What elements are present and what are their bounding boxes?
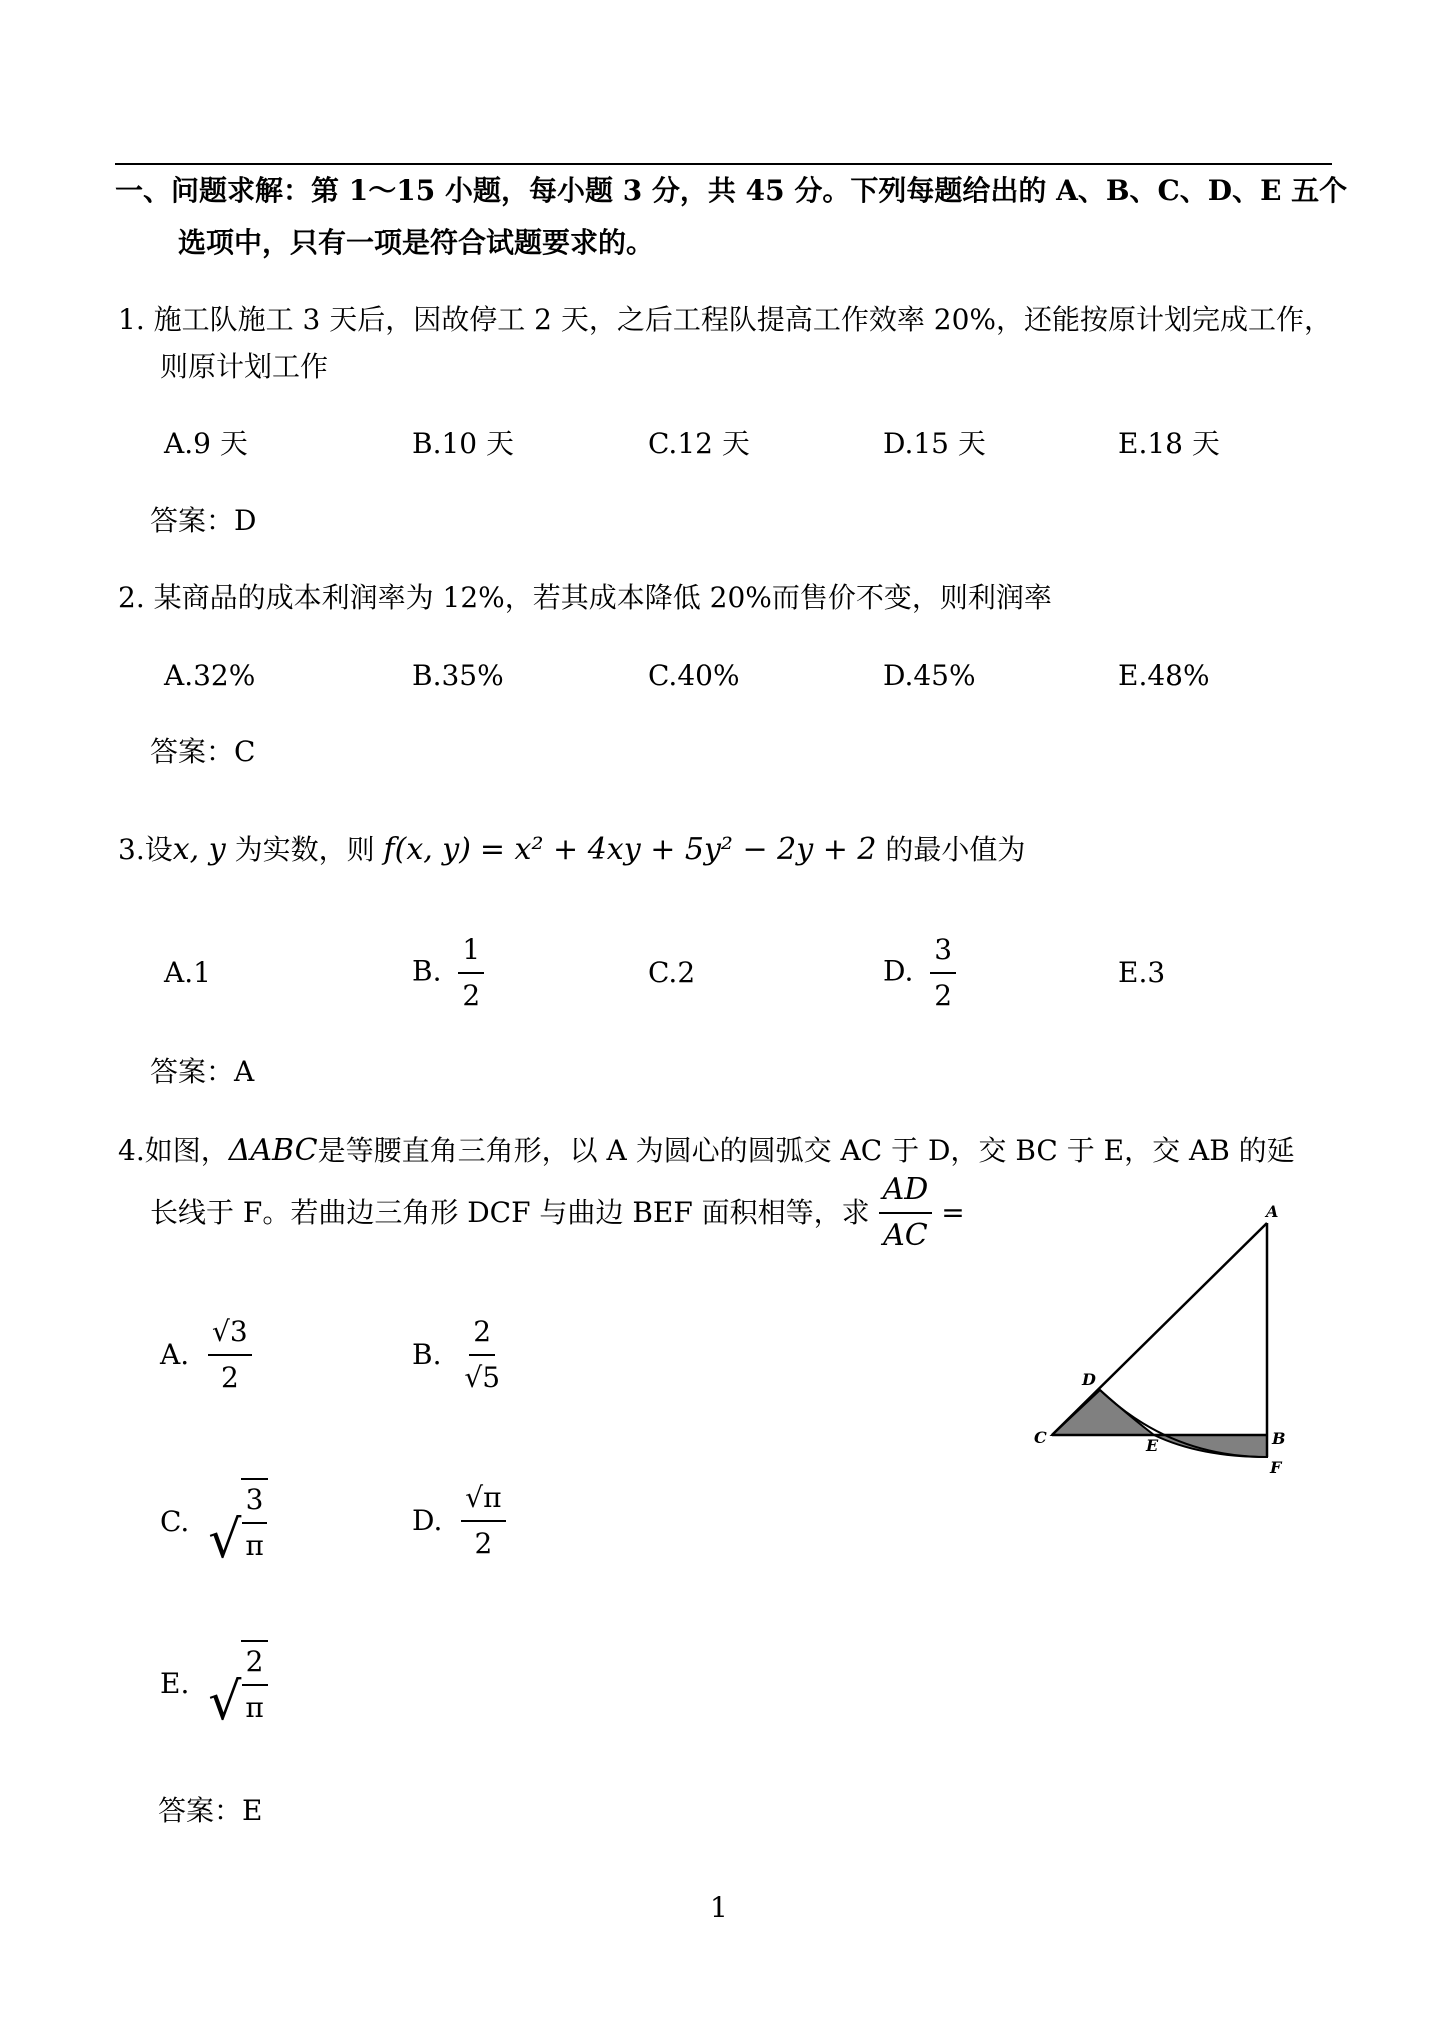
q4-option-a-label: A. bbox=[160, 1338, 190, 1371]
q4-option-e-denominator: π bbox=[245, 1691, 264, 1724]
q4-option-b bbox=[412, 1312, 504, 1398]
section-header-line1: 一、问题求解：第 1～15 小题，每小题 3 分，共 45 分。下列每题给出的 A、B、C、D、E 五个 bbox=[115, 174, 1348, 207]
q4-option-a-fraction bbox=[208, 1312, 252, 1398]
q2-stem: 2. 某商品的成本利润率为 12%，若其成本降低 20%而售价不变，则利润率 bbox=[118, 581, 1052, 614]
q3-option-a: A.1 bbox=[164, 956, 211, 989]
q4-stem-line1 bbox=[118, 1133, 1295, 1169]
q4-line1-rest: 是等腰直角三角形，以 A 为圆心的圆弧交 AC 于 D，交 BC 于 E，交 AB 的延 bbox=[317, 1134, 1295, 1167]
q3-prefix: 3.设 bbox=[118, 833, 173, 866]
q1-option-b: B.10 天 bbox=[412, 427, 515, 460]
section-header-line2: 选项中，只有一项是符合试题要求的。 bbox=[178, 226, 655, 259]
q4-option-c-fraction bbox=[241, 1478, 267, 1566]
q4-option-b-label: B. bbox=[412, 1338, 442, 1371]
q4-option-e-fraction bbox=[241, 1640, 267, 1728]
q4-option-d-label: D. bbox=[412, 1504, 443, 1537]
q4-option-e bbox=[160, 1640, 268, 1732]
q4-option-d bbox=[412, 1478, 506, 1564]
q1-option-a: A.9 天 bbox=[164, 427, 248, 460]
top-rule bbox=[115, 163, 1332, 165]
q3-option-b-fraction bbox=[458, 930, 484, 1016]
shaded-region-dce bbox=[1052, 1390, 1154, 1435]
q3-option-d-fraction bbox=[930, 930, 956, 1016]
q3-vars: x, y bbox=[172, 832, 226, 867]
label-f: F bbox=[1270, 1458, 1282, 1477]
q4-answer: 答案：E bbox=[158, 1794, 263, 1827]
q3-option-b-denominator: 2 bbox=[462, 979, 481, 1012]
q4-option-e-label: E. bbox=[160, 1667, 190, 1700]
q4-option-d-numerator: √π bbox=[461, 1478, 505, 1522]
q4-option-b-denominator: √5 bbox=[464, 1361, 501, 1394]
label-d: D bbox=[1082, 1370, 1096, 1389]
q4-option-b-fraction bbox=[460, 1312, 504, 1398]
q4-option-d-denominator: 2 bbox=[474, 1527, 493, 1560]
q3-func-args: (x, y) bbox=[394, 832, 471, 867]
q2-option-b: B.35% bbox=[412, 659, 504, 692]
q2-answer: 答案：C bbox=[150, 735, 256, 768]
q1-stem-line2: 则原计划工作 bbox=[160, 350, 329, 383]
q2-option-c: C.40% bbox=[648, 659, 740, 692]
q3-answer: 答案：A bbox=[150, 1055, 255, 1088]
q4-option-c-label: C. bbox=[160, 1505, 190, 1538]
q1-answer: 答案：D bbox=[150, 504, 257, 537]
q2-option-a: A.32% bbox=[164, 659, 256, 692]
q4-option-d-fraction bbox=[461, 1478, 505, 1564]
q2-option-d: D.45% bbox=[883, 659, 976, 692]
q4-ratio-fraction bbox=[879, 1170, 933, 1256]
q1-stem-line1: 1. 施工队施工 3 天后，因故停工 2 天，之后工程队提高工作效率 20%，还能按原计划完成工作， bbox=[118, 303, 1332, 336]
q4-triangle-figure bbox=[1020, 1195, 1310, 1495]
q3-stem bbox=[118, 832, 1025, 868]
q3-option-c: C.2 bbox=[648, 956, 696, 989]
label-e: E bbox=[1146, 1436, 1159, 1455]
q4-option-b-numerator: 2 bbox=[469, 1312, 495, 1356]
q2-option-e: E.48% bbox=[1118, 659, 1210, 692]
q4-prefix: 4.如图， bbox=[118, 1134, 229, 1167]
q3-option-b bbox=[412, 930, 484, 1016]
q3-option-d bbox=[883, 930, 956, 1016]
q3-option-d-numerator: 3 bbox=[930, 930, 956, 974]
q3-mid: 为实数，则 bbox=[234, 833, 375, 866]
side-ac bbox=[1052, 1223, 1267, 1435]
q3-func: f bbox=[383, 832, 395, 867]
radical-icon: √ bbox=[208, 1510, 242, 1570]
q1-option-c: C.12 天 bbox=[648, 427, 750, 460]
q4-option-a-numerator: √3 bbox=[208, 1312, 252, 1356]
q4-triangle: ΔABC bbox=[228, 1133, 318, 1168]
q3-option-d-label: D. bbox=[883, 954, 914, 988]
q3-option-b-label: B. bbox=[412, 954, 442, 988]
label-b: B bbox=[1272, 1429, 1286, 1448]
q3-option-e: E.3 bbox=[1118, 956, 1166, 989]
q4-option-c-numerator: 3 bbox=[242, 1480, 268, 1524]
page-number: 1 bbox=[710, 1891, 728, 1924]
q4-stem-line2 bbox=[150, 1170, 965, 1256]
q4-option-e-numerator: 2 bbox=[242, 1642, 268, 1686]
q1-option-e: E.18 天 bbox=[1118, 427, 1220, 460]
q4-ratio-denominator: AC bbox=[883, 1218, 928, 1253]
q4-option-e-sqrt bbox=[208, 1640, 268, 1732]
q4-option-c bbox=[160, 1478, 268, 1570]
q4-line2-text: 长线于 F。若曲边三角形 DCF 与曲边 BEF 面积相等，求 bbox=[150, 1196, 870, 1229]
radical-icon: √ bbox=[208, 1672, 242, 1732]
q4-ratio-numerator: AD bbox=[879, 1170, 933, 1214]
q3-option-b-numerator: 1 bbox=[458, 930, 484, 974]
q1-option-d: D.15 天 bbox=[883, 427, 986, 460]
label-c: C bbox=[1034, 1428, 1047, 1447]
q3-option-d-denominator: 2 bbox=[934, 979, 953, 1012]
q4-option-a-denominator: 2 bbox=[220, 1361, 239, 1394]
q3-formula-rhs: = x² + 4xy + 5y² − 2y + 2 bbox=[479, 832, 877, 867]
q4-option-c-denominator: π bbox=[245, 1529, 264, 1562]
q4-option-a bbox=[160, 1312, 252, 1398]
q4-option-c-sqrt bbox=[208, 1478, 268, 1570]
q4-equals: = bbox=[941, 1196, 965, 1229]
q3-suffix: 的最小值为 bbox=[885, 833, 1026, 866]
label-a: A bbox=[1266, 1202, 1279, 1221]
